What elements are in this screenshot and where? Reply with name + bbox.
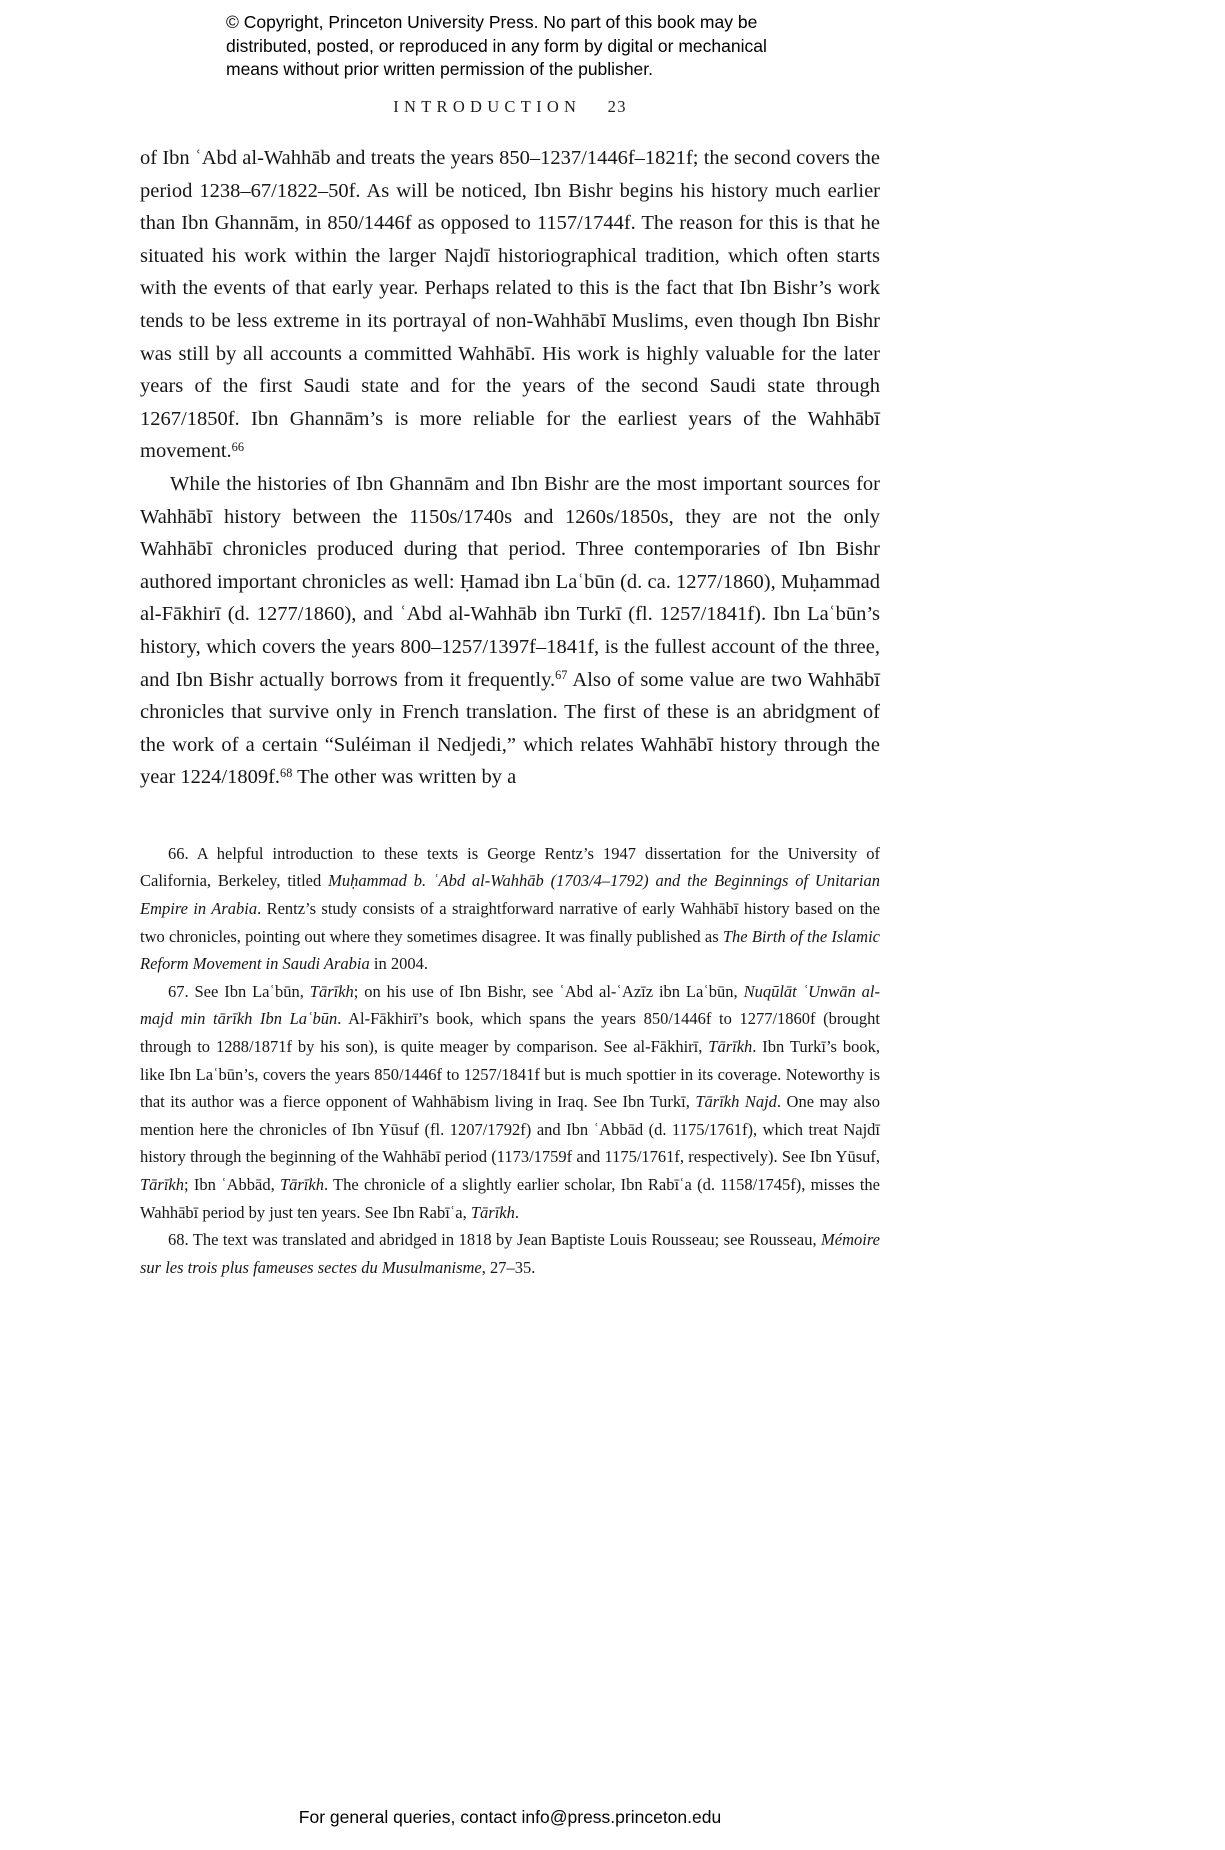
body-text <box>140 142 880 794</box>
text-segment: While the histories of Ibn Ghannām and Ibn Bishr are the most important sources for Wahhābī history between the 1150s/1740s and 1260s/1850s, they are not the only Wahhābī chronicles produced during that period. Three contemporaries of Ibn Bishr authored important chronicles as well: Ḥamad ibn Laʿbūn (d. ca. 1277/1860), Muḥammad al-Fākhirī (d. 1277/1860), and ʿAbd al-Wahhāb ibn Turkī (fl. 1257/1841f). Ibn Laʿbūn’s history, which covers the years 800–1257/1397f–1841f, is the fullest account of the three, and Ibn Bishr actually borrows from it frequently. <box>140 472 880 691</box>
text-segment: Muḥammad b. ʿAbd al-Wahhāb (1703/4–1792) and the Beginnings of Unitarian Empire in Arabia <box>140 871 880 919</box>
text-segment: Also of some value are two Wahhābī chronicles that survive only in French translation. The first of these is an abridgment of the work of a certain “Suléiman il Nedjedi,” which relates Wahhābī history through the year 1224/1809f. <box>140 668 880 789</box>
footnote <box>140 840 880 978</box>
text-segment: Tārīkh <box>140 1175 185 1194</box>
text-segment: . Ibn Turkī’s book, like Ibn Laʿbūn’s, covers the years 850/1446f to 1257/1841f but is much spottier in its coverage. Noteworthy is that its author was a fierce opponent of Wahhābism living in Iraq. See Ibn Turkī, <box>140 1037 880 1112</box>
text-segment: The Birth of the Islamic Reform Movement in Saudi Arabia <box>140 926 881 974</box>
body-paragraph <box>140 142 880 468</box>
text-segment: , 27–35. <box>481 1257 536 1277</box>
copyright-line: distributed, posted, or reproduced in any form by digital or mechanical <box>226 35 767 56</box>
copyright-line: means without prior written permission of the publisher. <box>226 59 654 80</box>
copyright-line: © Copyright, Princeton University Press. No part of this book may be <box>226 12 758 32</box>
text-segment: in 2004. <box>369 954 428 974</box>
footnote-reference: 66 <box>231 439 244 454</box>
footer-query-line: For general queries, contact info@press.princeton.edu <box>298 1807 722 1827</box>
text-column <box>140 142 880 1281</box>
text-segment: . The chronicle of a slightly earlier scholar, Ibn Rabīʿa (d. 1158/1745f), misses the Wahhābī period by just ten years. See Ibn Rabīʿa, <box>140 1175 880 1222</box>
text-segment: Tārīkh Najd <box>695 1092 777 1112</box>
running-head <box>140 97 880 117</box>
footnotes-section <box>140 840 880 1282</box>
copyright-notice <box>226 11 866 82</box>
text-segment: 66. A helpful introduction to these texts is George Rentz’s 1947 dissertation for the University of California, Berkeley, titled <box>140 843 880 891</box>
body-paragraph <box>140 468 880 794</box>
footnote-reference: 67 <box>555 667 568 682</box>
footnote <box>140 978 880 1226</box>
text-segment: of Ibn ʿAbd al-Wahhāb and treats the years 850–1237/1446f–1821f; the second covers the period 1238–67/1822–50f. As will be noticed, Ibn Bishr begins his history much earlier than Ibn Ghannām, in 850/1446f as opposed to 1157/1744f. The reason for this is that he situated his work within the larger Najdī historiographical tradition, which often starts with the events of that early year. Perhaps related to this is the fact that Ibn Bishr’s work tends to be less extreme in its portrayal of non-Wahhābī Muslims, even though Ibn Bishr was still by all accounts a committed Wahhābī. His work is highly valuable for the later years of the first Saudi state and for the years of the second Saudi state through 1267/1850f. Ibn Ghannām’s is more reliable for the earliest years of the Wahhābī movement. <box>140 147 880 463</box>
text-segment: The other was written by a <box>292 766 517 789</box>
text-segment: Tārīkh <box>309 981 354 1001</box>
text-segment: Tārīkh <box>279 1175 324 1194</box>
text-segment: Nuqūlāt ʿUnwān al-majd min tārīkh Ibn Laʿbūn <box>140 981 881 1029</box>
page-footer <box>140 1807 880 1828</box>
page-number: 23 <box>607 97 627 116</box>
text-segment: Mémoire sur les trois plus fameuses sectes du Musulmanisme <box>140 1230 880 1277</box>
footnote-reference: 68 <box>280 765 293 780</box>
text-segment: 68. The text was translated and abridged in 1818 by Jean Baptiste Louis Rousseau; see Rousseau, <box>168 1230 822 1250</box>
text-segment: Tārīkh <box>470 1202 515 1222</box>
text-segment: ; on his use of Ibn Bishr, see ʿAbd al-ʿAzīz ibn Laʿbūn, <box>353 981 744 1001</box>
footnote <box>140 1226 880 1281</box>
text-segment: . Al-Fākhirī’s book, which spans the years 850/1446f to 1277/1860f (brought through to 1288/1871f by his son), is quite meager by comparison. See al-Fākhirī, <box>140 1009 880 1057</box>
text-segment: . One may also mention here the chronicles of Ibn Yūsuf (fl. 1207/1792f) and Ibn ʿAbbād (d. 1175/1761f), which treat Najdī history through the beginning of the Wahhābī period (1173/1759f and 1175/1761f, respectively). See Ibn Yūsuf, <box>140 1092 880 1167</box>
text-segment: . <box>514 1202 520 1222</box>
text-segment: Tārīkh <box>708 1037 753 1057</box>
text-segment: . Rentz’s study consists of a straightforward narrative of early Wahhābī history based on the two chronicles, pointing out where they sometimes disagree. It was finally published as <box>140 899 880 946</box>
chapter-title: INTRODUCTION <box>393 97 582 116</box>
text-segment: 67. See Ibn Laʿbūn, <box>168 981 310 1001</box>
text-segment: ; Ibn ʿAbbād, <box>184 1175 280 1194</box>
